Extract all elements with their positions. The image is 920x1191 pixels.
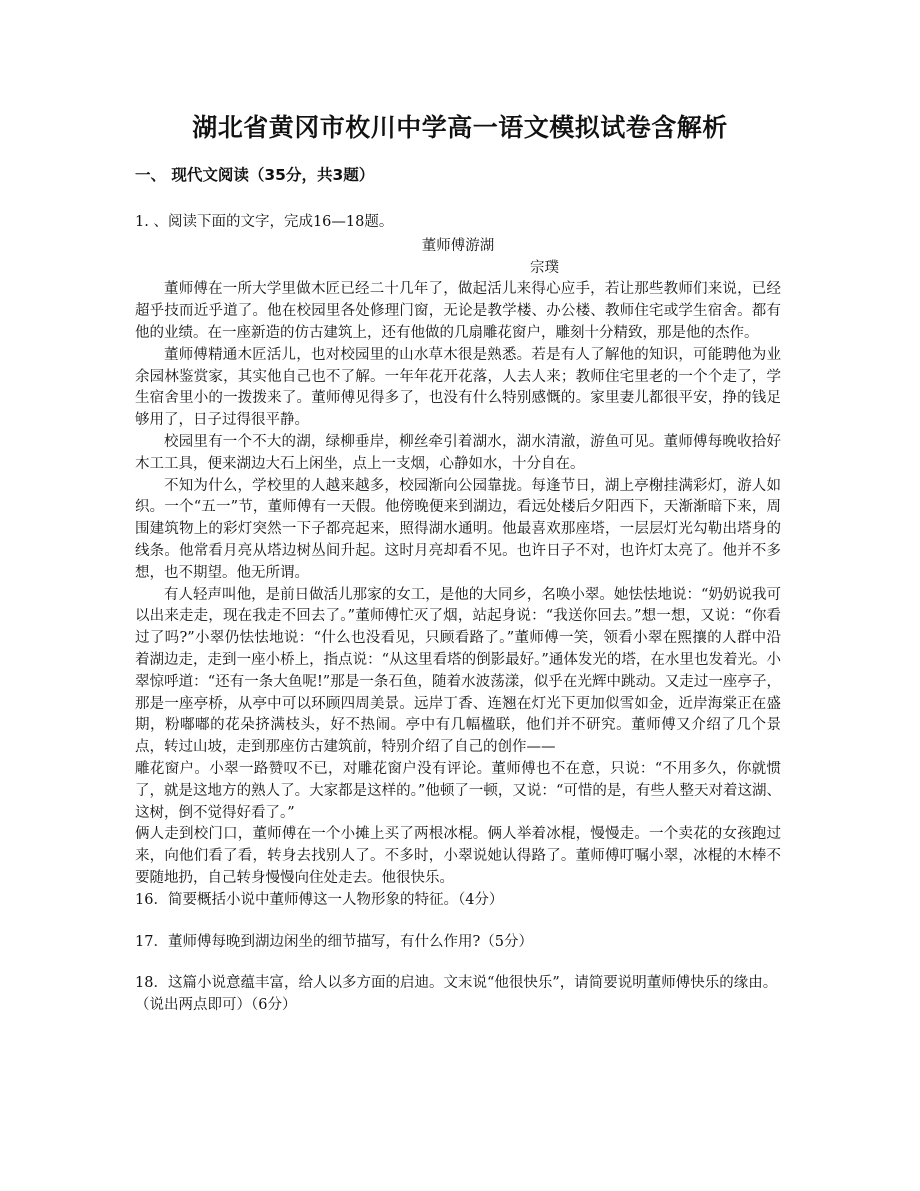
story-paragraph: 俩人走到校门口，董师傅在一个小摊上买了两根冰棍。俩人举着冰棍，慢慢走。一个卖花的女孩跑过来，向他们看了看，转身去找别人了。不多时，小翠说她认得路了。董师傅叮嘱小翠，冰棍的木棒不要随地扔，自己转身慢慢向住处走去。他很快乐。 [135,826,781,886]
section-heading: 一、 现代文阅读（35分，共3题） [135,166,375,184]
question-intro: 1. 、阅读下面的文字，完成16—18题。 [135,214,394,230]
question-18: 18．这篇小说意蕴丰富，给人以多方面的启迪。文末说“他很快乐”，请简要说明董师傅快乐的缘由。（说出两点即可）（6分） [135,975,778,1014]
document-title: 湖北省黄冈市枚川中学高一语文模拟试卷含解析 [192,113,728,142]
story-paragraph: 雕花窗户。小翠一路赞叹不已，对雕花窗户没有评论。董师傅也不在意，只说：“不用多久，你就惯了，就是这地方的熟人了。大家都是这样的。”他顿了一顿，又说：“可惜的是，有些人整天对着这湖、这树，倒不觉得好看了。” [135,760,781,821]
story-title: 董师傅游湖 [421,237,495,254]
story-paragraph: 不知为什么，学校里的人越来越多，校园渐向公园靠拢。每逢节日，湖上亭榭挂满彩灯，游人如织。一个“五一”节，董师傅有一天假。他傍晚便来到湖边，看远处楼后夕阳西下，天渐渐暗下来，周围建筑物上的彩灯突然一下子都亮起来，照得湖水通明。他最喜欢那座塔，一层层灯光勾勒出塔身的线条。他常看月亮从塔边树丛间升起。这时月亮却看不见。也许日子不对，也许灯太亮了。他并不多想，也不期望。他无所谓。 [135,477,781,581]
story-author: 宗璞 [530,259,559,276]
story-paragraph: 校园里有一个不大的湖，绿柳垂岸，柳丝牵引着湖水，湖水清澈，游鱼可见。董师傅每晚收拾好木工工具，便来湖边大石上闲坐，点上一支烟，心静如水，十分自在。 [135,433,781,472]
story-paragraph: 董师傅在一所大学里做木匠已经二十几年了，做起活儿来得心应手，若让那些教师们来说，已经超乎技而近乎道了。他在校园里各处修理门窗，无论是教学楼、办公楼、教师住宅或学生宿舍。都有他的业绩。在一座新造的仿古建筑上，还有他做的几扇雕花窗户，雕刻十分精致，那是他的杰作。 [135,281,781,341]
question-16: 16．简要概括小说中董师傅这一人物形象的特征。（4分） [135,891,504,908]
story-paragraph: 有人轻声叫他，是前日做活儿那家的女工，是他的大同乡，名唤小翠。她怯怯地说：“奶奶说我可以出来走走，现在我走不回去了。”董师傅忙灭了烟，站起身说：“我送你回去。”想一想，又说：“你看过了吗?”小翠仍怯怯地说：“什么也没看见，只顾看路了。”董师傅一笑，领看小翠在熙攘的人群中沿着湖边走，走到一座小桥上，指点说：“从这里看塔的倒影最好。”通体发光的塔，在水里也发着光。小翠惊呼道：“还有一条大鱼呢!”那是一条石鱼，随着水波荡漾，似乎在光辉中跳动。又走过一座亭子，那是一座亭桥，从亭中可以环顾四周美景。远岸丁香、连翘在灯光下更加似雪如金，近岸海棠正在盛期，粉嘟嘟的花朵挤满枝头，好不热闹。亭中有几幅楹联，他们并不研究。董师傅又介绍了几个景点，转过山坡，走到那座仿古建筑前，特别介绍了自己的创作—— [135,586,781,756]
question-17: 17．董师傅每晚到湖边闲坐的细节描写，有什么作用?（5分） [135,933,533,950]
story-paragraph: 董师傅精通木匠活儿，也对校园里的山水草木很是熟悉。若是有人了解他的知识，可能聘他为业余园林鉴赏家，其实他自己也不了解。一年年花开花落，人去人来；教师住宅里老的一个个走了，学生宿舍里小的一拨拨来了。董师傅见得多了，也没有什么特别感慨的。家里妻儿都很平安，挣的钱足够用了，日子过得很平静。 [135,346,781,429]
answer-space [135,912,781,932]
reading-passage [135,212,781,1017]
answer-space [135,953,781,973]
